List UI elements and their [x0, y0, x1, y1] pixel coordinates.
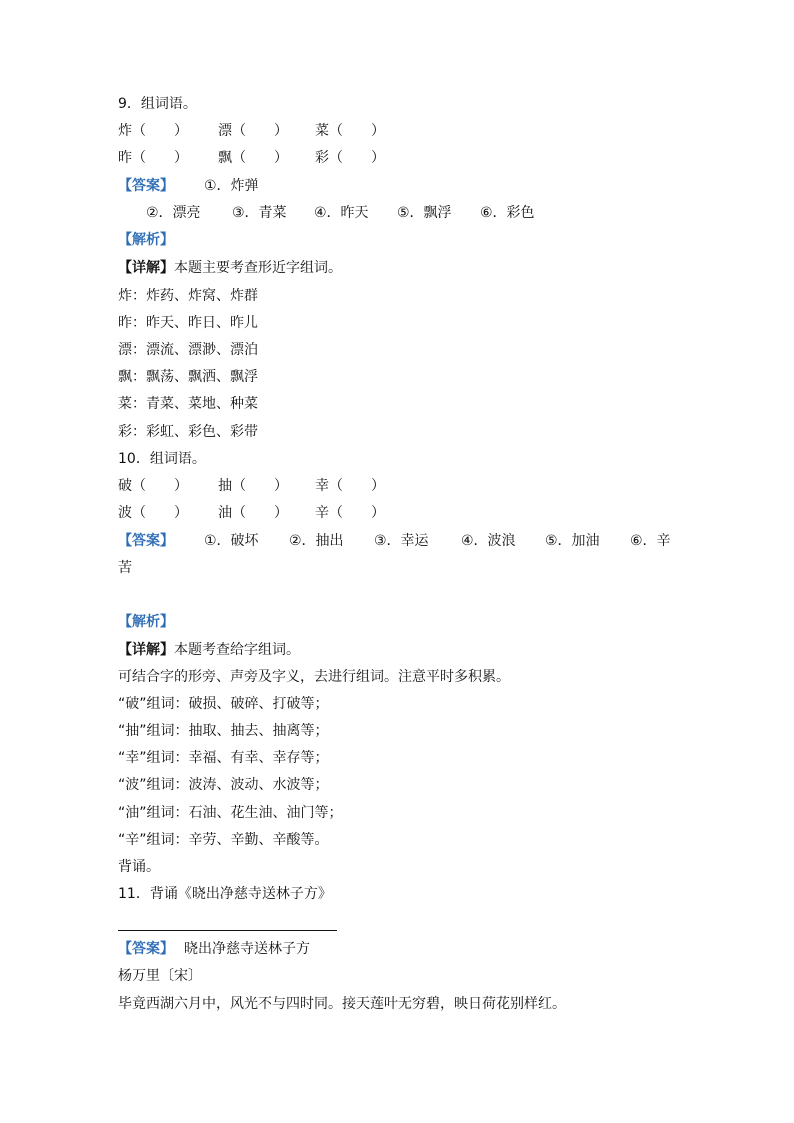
q10-title: 10．组词语。 — [118, 451, 206, 467]
q10-answer-tag: 【答案】 — [118, 533, 174, 549]
q9-answer-6: ⑥．彩色 — [480, 205, 535, 221]
q9-analysis-tag: 【解析】 — [118, 232, 174, 248]
q9-row2-item-3: 彩（ ） — [315, 150, 385, 166]
q9-row2-item-2: 飘（ ） — [218, 150, 288, 166]
q10-answer-6: ⑥．辛 — [630, 533, 671, 549]
q9-detail-tag: 【详解】 — [118, 260, 174, 276]
q9-answer-5: ⑤．飘浮 — [397, 205, 452, 221]
q9-answer-1: ①．炸弹 — [204, 178, 259, 194]
q10-detail-line-2: “破”组词：破损、破碎、打破等； — [118, 696, 329, 712]
q10-row2-item-2: 油（ ） — [218, 505, 288, 521]
q9-answer-3: ③．青菜 — [232, 205, 287, 221]
q9-detail-line-5: 菜：青菜、菜地、种菜 — [118, 396, 258, 412]
q10-detail-line-3: “抽”组词：抽取、抽去、抽离等； — [118, 723, 329, 739]
q10-row1-item-1: 破（ ） — [118, 478, 188, 494]
q10-answer-3: ③．幸运 — [374, 533, 429, 549]
q9-row2-item-1: 昨（ ） — [118, 150, 188, 166]
q9-row1-item-3: 菜（ ） — [315, 123, 385, 139]
q10-answer-wrap: 苦 — [118, 560, 132, 576]
q10-detail-tag: 【详解】 — [118, 642, 174, 658]
q9-detail-line-3: 漂：漂流、漂渺、漂泊 — [118, 342, 258, 358]
q9-answer-tag: 【答案】 — [118, 178, 174, 194]
answer-blank-line — [118, 930, 337, 931]
q9-row1-item-2: 漂（ ） — [218, 123, 288, 139]
q10-row1-item-3: 幸（ ） — [315, 478, 385, 494]
q11-title: 11．背诵《晓出净慈寺送林子方》 — [118, 886, 332, 902]
q10-detail-line-5: “波”组词：波涛、波动、水波等； — [118, 777, 329, 793]
q9-detail-line-2: 昨：昨天、昨日、昨儿 — [118, 315, 258, 331]
q9-row1-item-1: 炸（ ） — [118, 123, 188, 139]
q10-answer-5: ⑤．加油 — [545, 533, 600, 549]
q10-detail-line-1: 可结合字的形旁、声旁及字义，去进行组词。注意平时多积累。 — [118, 669, 510, 685]
q10-row-1 — [118, 476, 418, 496]
q10-detail-line-4: “幸”组词：幸福、有幸、幸存等； — [118, 750, 329, 766]
q9-title: 9．组词语。 — [118, 96, 197, 112]
q10-row2-item-1: 波（ ） — [118, 505, 188, 521]
q10-row-2 — [118, 503, 418, 523]
q10-analysis-tag: 【解析】 — [118, 614, 174, 630]
q9-answer-line — [118, 176, 418, 196]
q10-answer-2: ②．抽出 — [289, 533, 344, 549]
q10-row1-item-2: 抽（ ） — [218, 478, 288, 494]
recite-heading: 背诵。 — [118, 859, 160, 875]
q10-detail-line-7: “辛”组词：辛劳、辛勤、辛酸等。 — [118, 832, 329, 848]
poem-author: 杨万里〔宋〕 — [118, 968, 202, 984]
q10-detail-text: 本题考查给字组词。 — [174, 642, 300, 658]
q9-answer-2: ②．漂亮 — [146, 205, 201, 221]
q10-detail-line-6: “油”组词：石油、花生油、油门等； — [118, 805, 343, 821]
q10-detail — [118, 640, 300, 660]
q9-row-2 — [118, 148, 418, 168]
q9-answer-4: ④．昨天 — [314, 205, 369, 221]
q9-detail — [118, 258, 342, 278]
q9-answer-line-2 — [118, 203, 578, 223]
q10-answer-1: ①．破坏 — [204, 533, 259, 549]
q11-answer-title: 晓出净慈寺送林子方 — [184, 941, 310, 957]
q9-detail-line-1: 炸：炸药、炸窝、炸群 — [118, 288, 258, 304]
q9-detail-text: 本题主要考查形近字组词。 — [174, 260, 342, 276]
poem-text: 毕竟西湖六月中，风光不与四时同。接天莲叶无穷碧，映日荷花别样红。 — [118, 996, 566, 1012]
q10-row2-item-3: 辛（ ） — [315, 505, 385, 521]
q11-answer-tag: 【答案】 — [118, 941, 174, 957]
q9-detail-line-6: 彩：彩虹、彩色、彩带 — [118, 424, 258, 440]
q10-answer-4: ④．波浪 — [461, 533, 516, 549]
q9-detail-line-4: 飘：飘荡、飘洒、飘浮 — [118, 369, 258, 385]
q11-answer-line — [118, 939, 418, 959]
q10-answer-line — [118, 531, 678, 551]
q9-row-1 — [118, 121, 418, 141]
